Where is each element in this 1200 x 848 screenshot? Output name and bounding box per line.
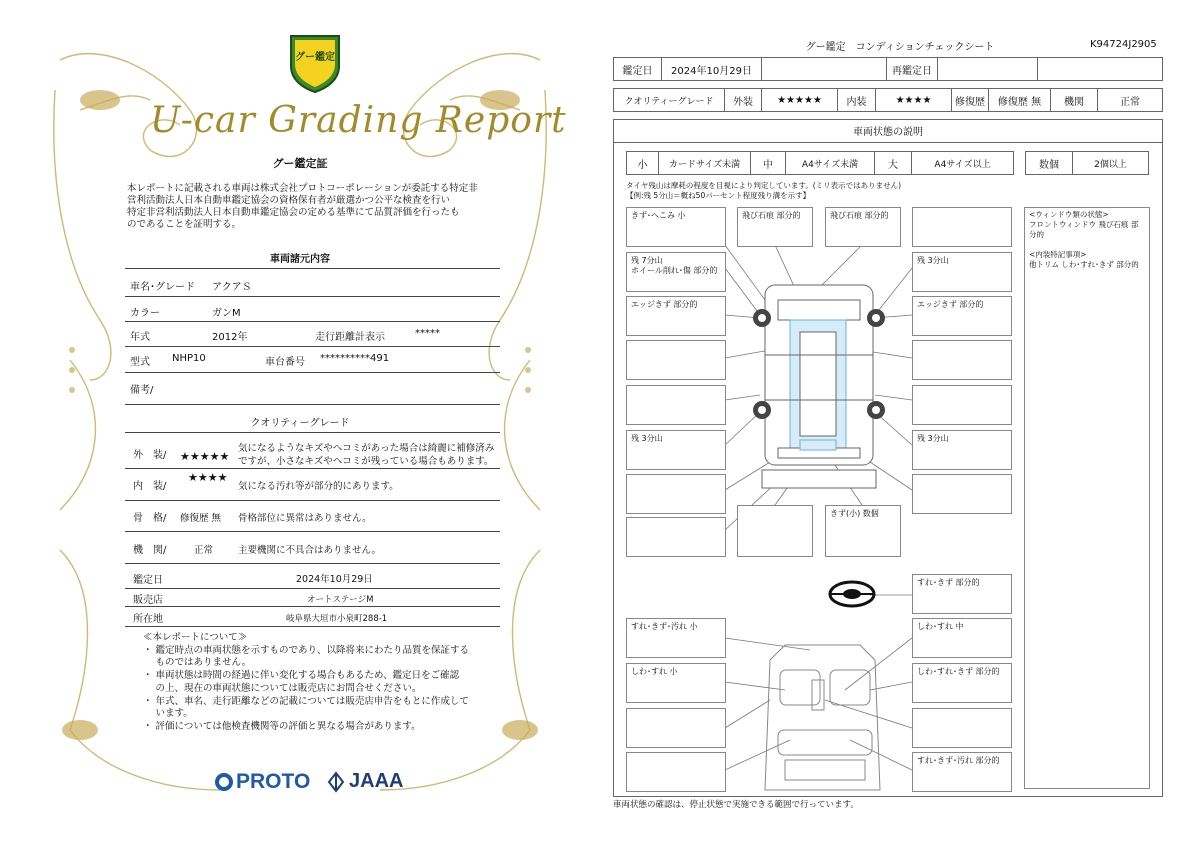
sheet-footer: 車両状態の確認は、停止状態で実施できる範囲で行っています。 — [613, 800, 859, 810]
about-line: ・ 車両状態は時間の経過に伴い変化する場合もあるため、鑑定日をご確認 — [143, 670, 460, 682]
engine-desc: 主要機関に不具合はありません。 — [238, 545, 382, 556]
quality-section-title: クオリティーグレード — [250, 418, 350, 429]
car-interior-view — [765, 645, 880, 790]
model-value: NHP10 — [172, 353, 206, 364]
chassis-label: 車台番号 — [265, 357, 305, 368]
interior-title: <内装特記事項> — [1029, 250, 1087, 259]
interior-label: 内 装/ — [133, 481, 167, 492]
note-front-seat-left: しわ･すれ 小 — [626, 663, 726, 703]
sheet-code: K94724J2905 — [1090, 39, 1157, 50]
about-line: ものではありません。 — [143, 657, 252, 669]
year-value: 2012年 — [212, 332, 248, 343]
frame-value: 修復歴 無 — [180, 513, 222, 524]
date-label: 鑑定日 — [613, 57, 662, 81]
size-small: 小 — [626, 151, 659, 175]
size-large: 大 — [874, 151, 912, 175]
engine-value: 正常 — [194, 545, 214, 556]
note-blank — [912, 474, 1012, 514]
car-name-value: アクアＳ — [212, 282, 252, 293]
intro-paragraph — [127, 183, 478, 231]
intro-line: 営利活動法人日本自動車鑑定協会の資格保有者が厳選かつ公平な検査を行い — [127, 195, 451, 206]
steering-wheel-icon — [830, 582, 874, 606]
note-line: ホイール削れ･傷 部分的 — [631, 266, 718, 276]
size-large-desc: A4サイズ以上 — [911, 151, 1014, 175]
jaaa-mark-icon — [327, 771, 345, 793]
chassis-value: **********491 — [320, 353, 390, 364]
note-roof: 飛び石痕 部分的 — [825, 207, 901, 247]
note-blank — [737, 505, 813, 557]
divider — [125, 346, 500, 347]
address-label: 所在地 — [133, 614, 163, 625]
note-blank — [626, 517, 726, 557]
about-line: ・ 年式、車名、走行距離などの記載については販売店申告をもとに作成して — [143, 695, 469, 707]
note-front-left: きず･へこみ 小 — [626, 207, 726, 247]
note-steering: すれ･きず 部分的 — [912, 574, 1012, 614]
about-line: ・ 評価については他検査機関等の評価と異なる場合があります。 — [143, 720, 421, 732]
note-blank — [912, 385, 1012, 425]
note-blank — [626, 385, 726, 425]
color-label: カラー — [130, 308, 160, 319]
note-blank — [912, 340, 1012, 380]
note-tire-front-left — [626, 252, 726, 292]
about-line: の上、現在の車両状態については販売店にお問合せください。 — [143, 682, 422, 694]
note-line: 残 7分山 — [631, 256, 663, 265]
frame-desc: 骨格部位に異常はありません。 — [238, 513, 372, 524]
divider — [125, 606, 500, 607]
count-desc: 2個以上 — [1072, 151, 1149, 175]
note-dashboard: すれ･きず･汚れ 小 — [626, 618, 726, 658]
divider — [125, 372, 500, 373]
spec-section-title: 車両諸元内容 — [270, 254, 330, 265]
repair-value: 修復歴 無 — [988, 88, 1051, 112]
divider — [125, 563, 500, 564]
note-blank — [912, 708, 1012, 748]
jaaa-logo-text: JAAA — [349, 770, 404, 792]
date-value: 2024年10月29日 — [296, 574, 373, 585]
interior-stars: ★★★★ — [188, 471, 228, 484]
certificate-subtitle: グー鑑定証 — [272, 157, 328, 170]
note-blank — [626, 708, 726, 748]
sheet-title: グー鑑定 コンディションチェックシート — [805, 42, 995, 53]
ext-label: 外装 — [724, 88, 762, 112]
date-label: 鑑定日 — [133, 575, 163, 586]
size-small-desc: カードサイズ未満 — [658, 151, 751, 175]
note-driver-seat: しわ･すれ 中 — [912, 618, 1012, 658]
state-title: 車両状態の説明 — [613, 119, 1163, 143]
divider — [125, 404, 500, 405]
logo-text: グー鑑定 — [295, 52, 335, 63]
divider — [125, 626, 500, 627]
date-value: 2024年10月29日 — [661, 57, 762, 81]
condition-check-sheet — [600, 0, 1200, 848]
size-mid-desc: A4サイズ未満 — [785, 151, 875, 175]
exterior-label: 外 装/ — [133, 450, 167, 461]
quality-label: クオリティーグレード — [613, 88, 725, 112]
note-front-seat-right: しわ･すれ･きず 部分的 — [912, 663, 1012, 703]
about-line: います。 — [143, 708, 193, 720]
about-line: ・ 鑑定時点の車両状態を示すものであり、以降将来にわたり品質を保証する — [143, 644, 470, 656]
about-report — [143, 632, 469, 734]
car-top-view — [762, 285, 876, 488]
report-heading: U-car Grading Report — [150, 100, 567, 141]
engine-label: 機関 — [1050, 88, 1098, 112]
about-title: ≪本レポートについて≫ — [143, 632, 248, 643]
year-label: 年式 — [130, 332, 150, 343]
frame-label: 骨 格/ — [133, 513, 167, 524]
note-edge-right: エッジきず 部分的 — [912, 296, 1012, 336]
exterior-stars: ★★★★★ — [180, 450, 230, 463]
count-label: 数個 — [1025, 151, 1073, 175]
intro-line: のであることを証明する。 — [127, 219, 242, 230]
divider — [125, 432, 500, 433]
note-rear-seat: すれ･きず･汚れ 部分的 — [912, 752, 1012, 792]
intro-line: 特定非営利活動法人日本自動車鑑定協会の定める基準にて品質評価を行ったも — [127, 207, 460, 218]
int-stars: ★★★★ — [875, 88, 952, 112]
note-tire-rear-left: 残 3分山 — [626, 430, 726, 470]
proto-mark-icon — [215, 773, 233, 791]
divider — [125, 321, 500, 322]
mileage-value: ***** — [415, 328, 440, 339]
tire-note-2: 【例:残 5分山＝概ね50パーセント程度残り溝を示す】 — [626, 191, 811, 200]
exterior-desc-2: ですが、小さなキズやヘコミが残っている場合もあります。 — [238, 456, 494, 467]
note-tire-front-right: 残 3分山 — [912, 252, 1012, 292]
note-blank — [626, 474, 726, 514]
note-blank — [912, 207, 1012, 247]
note-blank — [626, 752, 726, 792]
divider — [125, 531, 500, 532]
proto-logo-text: PROTO — [236, 770, 311, 793]
note-blank — [626, 340, 726, 380]
engine-value: 正常 — [1097, 88, 1163, 112]
divider — [125, 296, 500, 297]
int-label: 内装 — [837, 88, 876, 112]
intro-line: 本レポートに記載される車両は株式会社プロトコーポレーションが委託する特定非 — [127, 183, 478, 194]
car-name-label: 車名･グレード — [130, 282, 195, 293]
ext-stars: ★★★★★ — [761, 88, 838, 112]
color-value: ガンM — [212, 308, 241, 319]
window-title: <ウィンドウ類の状態> — [1029, 210, 1109, 219]
mileage-label: 走行距離計表示 — [315, 332, 385, 343]
engine-label: 機 関/ — [133, 545, 167, 556]
note-hood: 飛び石痕 部分的 — [737, 207, 813, 247]
proto-logo — [215, 770, 310, 794]
interior-value: 他トリム しわ･すれ･きず 部分的 — [1029, 260, 1139, 269]
model-label: 型式 — [130, 357, 150, 368]
exterior-desc-1: 気になるようなキズやヘコミがあった場合は綺麗に補修済み — [238, 443, 495, 454]
note-rear-bumper: きず(小) 数個 — [825, 505, 901, 557]
interior-desc: 気になる汚れ等が部分的にあります。 — [238, 481, 399, 492]
repair-label: 修復歴 — [951, 88, 989, 112]
address-value: 岐阜県大垣市小泉町288-1 — [286, 614, 388, 624]
divider — [125, 500, 500, 501]
remarks-label: 備考/ — [130, 385, 154, 396]
jaaa-logo — [327, 770, 403, 793]
divider — [125, 468, 500, 469]
note-tire-rear-right: 残 3分山 — [912, 430, 1012, 470]
dealer-value: オートステージM — [307, 595, 374, 605]
goo-kantei-logo — [285, 30, 345, 94]
size-mid: 中 — [750, 151, 786, 175]
tire-note-1: タイヤ残山は摩耗の程度を目視により判定しています。(ミリ表示ではありません) — [626, 181, 902, 190]
note-edge-left: エッジきず 部分的 — [626, 296, 726, 336]
dealer-label: 販売店 — [133, 595, 163, 606]
window-value: フロントウィンドウ 飛び石痕 部分的 — [1029, 220, 1139, 239]
redate-label: 再鑑定日 — [886, 57, 938, 81]
divider — [125, 588, 500, 589]
divider — [125, 268, 500, 269]
